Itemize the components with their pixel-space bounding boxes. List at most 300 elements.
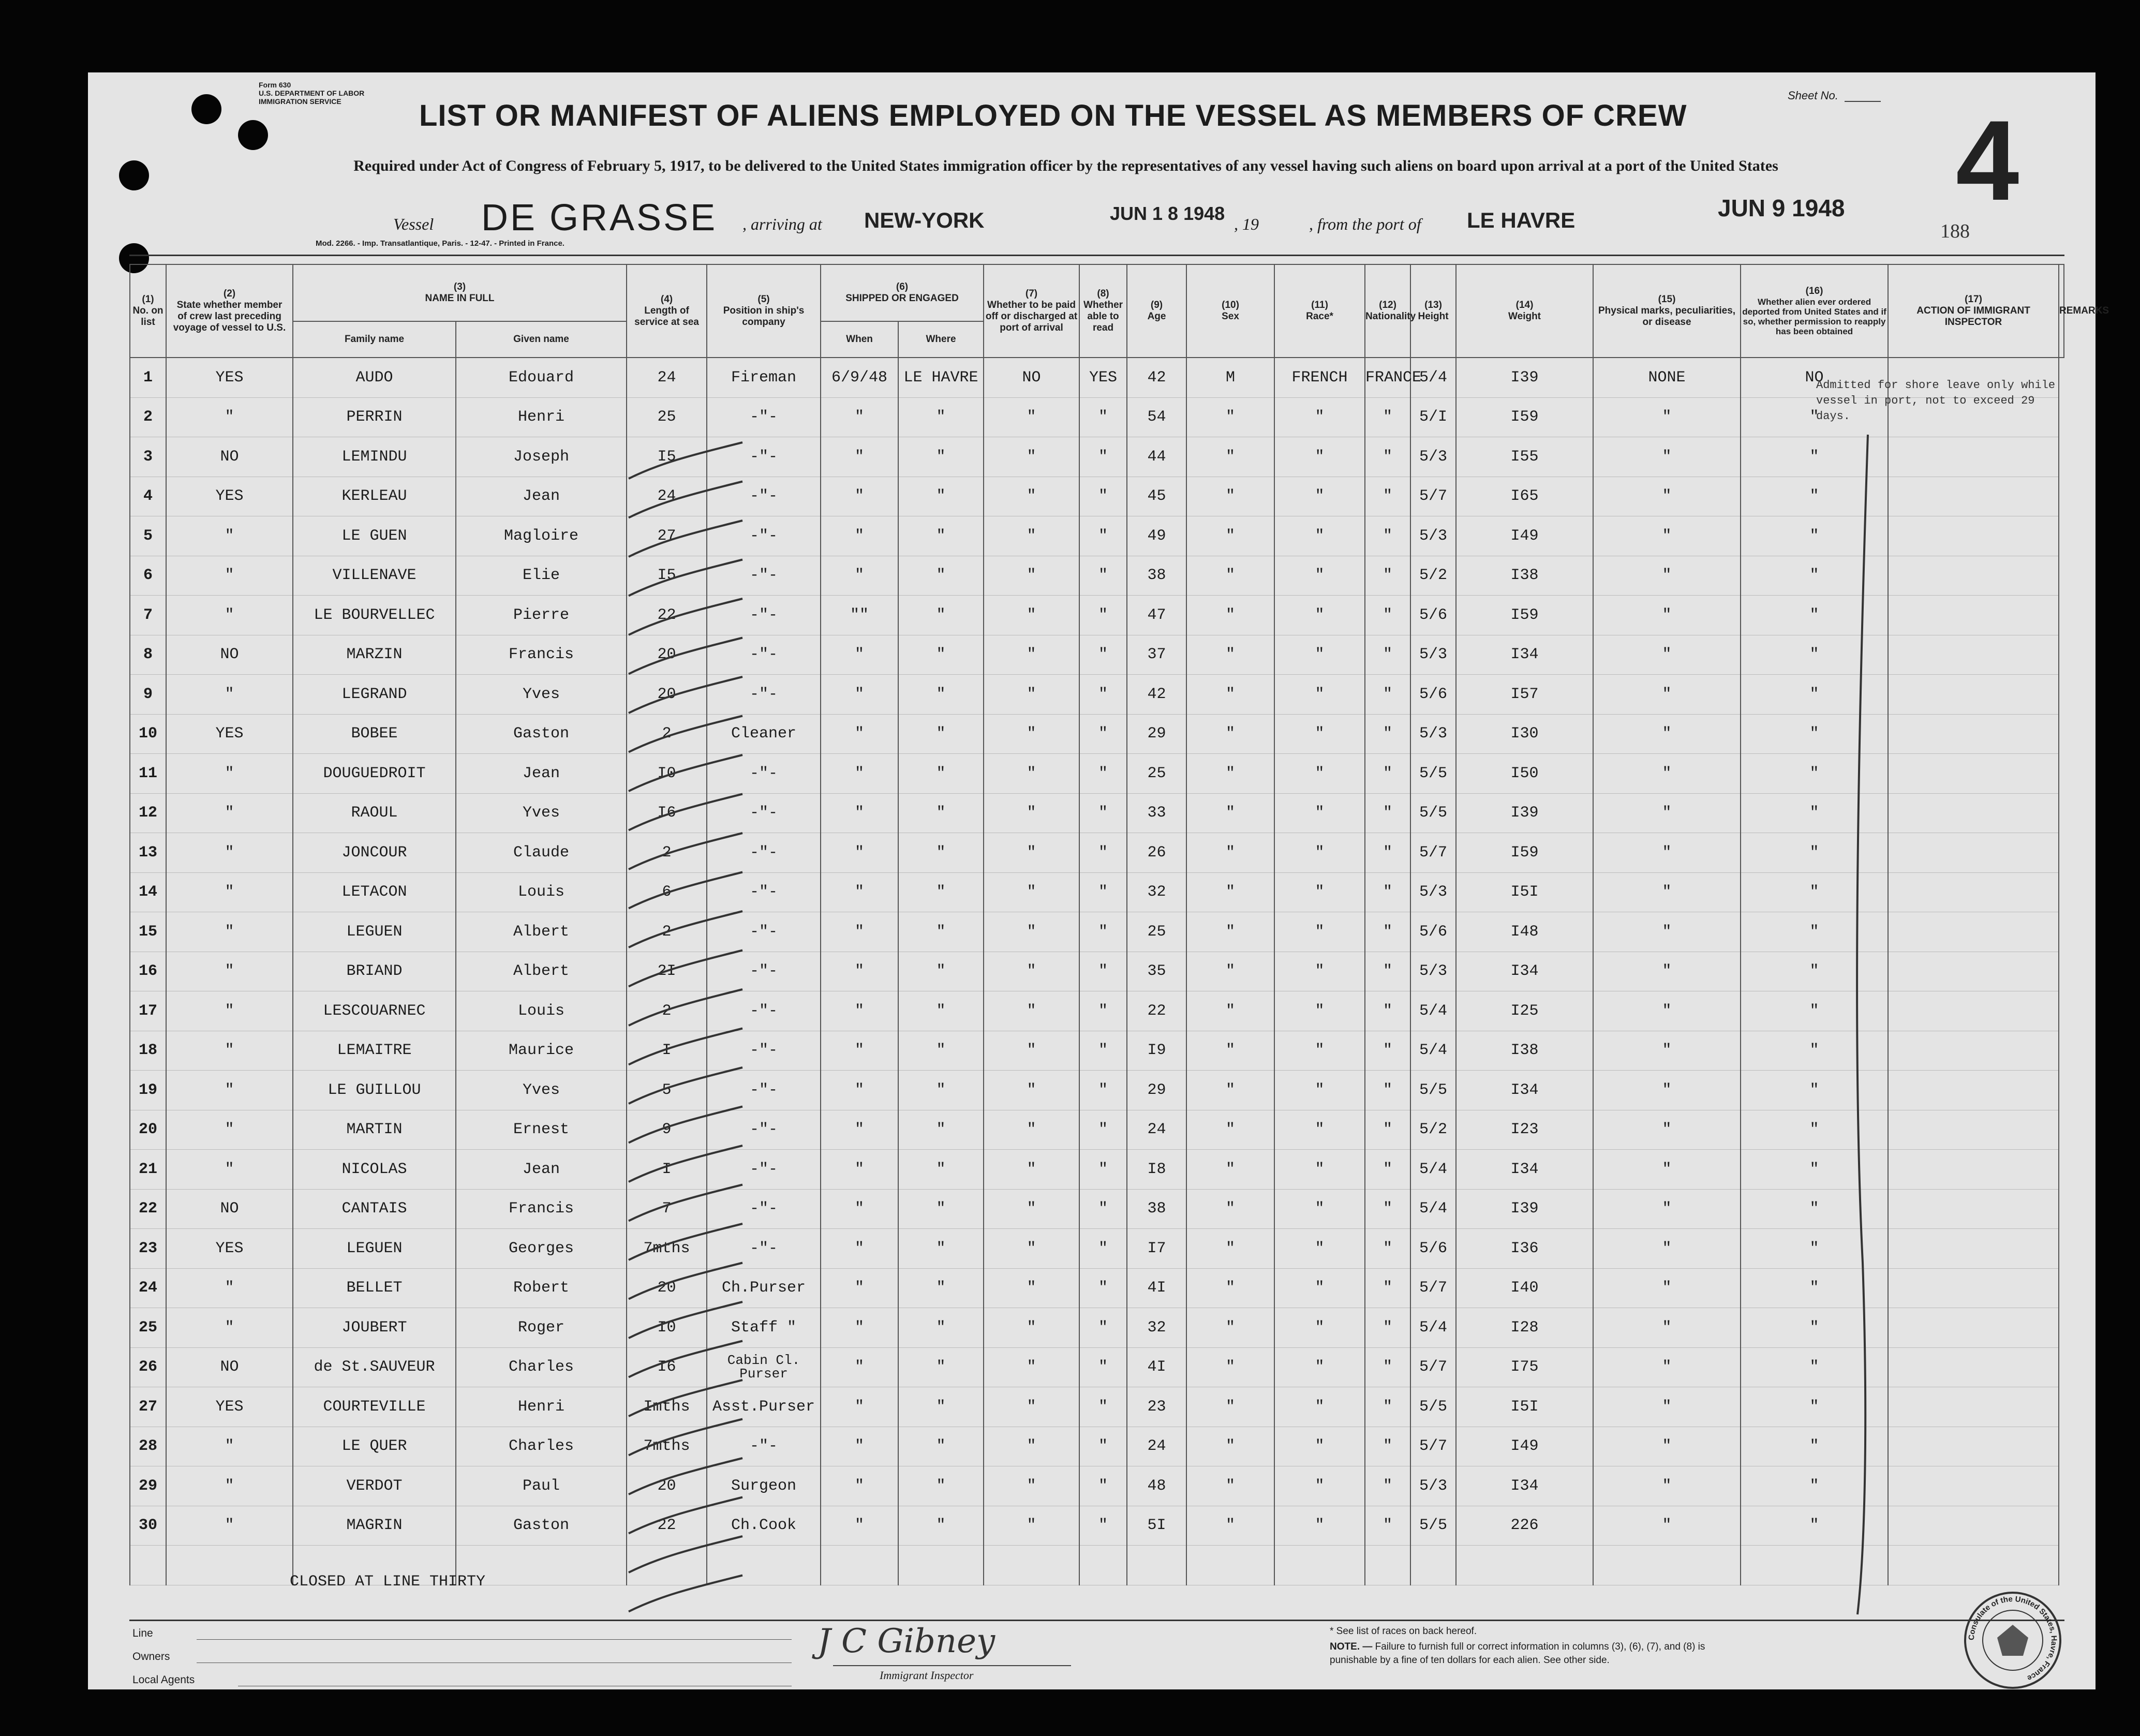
cell-length-of-service: I <box>627 1031 707 1071</box>
cell-given-name: Elie <box>456 556 627 596</box>
cell-shipped-where: " <box>898 477 984 516</box>
cell-length-of-service: 20 <box>627 675 707 715</box>
cell-physical-marks: " <box>1593 872 1741 912</box>
cell-position: -"- <box>707 675 821 715</box>
cell-height: 5/7 <box>1410 477 1456 516</box>
cell-nationality: " <box>1365 991 1410 1031</box>
check-stroke <box>629 833 742 869</box>
cell-empty <box>166 1546 293 1585</box>
crew-row <box>130 754 2064 794</box>
cell-race: " <box>1274 1268 1365 1308</box>
cell-sex: " <box>1186 912 1274 952</box>
cell-weight: I34 <box>1456 635 1593 675</box>
cell-height: 5/3 <box>1410 714 1456 754</box>
cell-empty <box>1079 1546 1127 1585</box>
cell-nationality: " <box>1365 912 1410 952</box>
col-header-physical-marks: (15) Physical marks, peculiarities, or disease <box>1593 264 1741 358</box>
cell-age: 33 <box>1127 793 1186 833</box>
cell-position: -"- <box>707 872 821 912</box>
cell-shipped-when: " <box>821 714 898 754</box>
cell-nationality: " <box>1365 675 1410 715</box>
cell-nationality: " <box>1365 1308 1410 1348</box>
cell-given-name: Ernest <box>456 1110 627 1150</box>
cell-given-name: Edouard <box>456 358 627 397</box>
cell-position: Cabin Cl. Purser <box>707 1347 821 1387</box>
cell-length-of-service: 7 <box>627 1189 707 1229</box>
cell-inspector-action <box>1888 714 2059 754</box>
cell-race: " <box>1274 596 1365 635</box>
cell-weight: I39 <box>1456 358 1593 397</box>
penalty-note <box>1330 1640 1744 1667</box>
cell-deported: " <box>1741 1268 1888 1308</box>
col-header-nationality: (12) Nationality <box>1365 264 1410 358</box>
cell-previous-voyage: " <box>166 1308 293 1348</box>
cell-given-name: Maurice <box>456 1031 627 1071</box>
cell-length-of-service: I <box>627 1150 707 1190</box>
cell-nationality: " <box>1365 1387 1410 1427</box>
sheet-number: 4 <box>1956 97 2019 224</box>
cell-sex: " <box>1186 635 1274 675</box>
cell-shipped-when: " <box>821 1110 898 1150</box>
cell-deported: " <box>1741 991 1888 1031</box>
cell-race: " <box>1274 991 1365 1031</box>
col-header-position: (5) Position in ship's company <box>707 264 821 358</box>
cell-given-name: Albert <box>456 912 627 952</box>
cell-previous-voyage: NO <box>166 1189 293 1229</box>
cell-physical-marks: " <box>1593 833 1741 873</box>
cell-nationality: FRANCE <box>1365 358 1410 397</box>
cell-height: 5/7 <box>1410 1268 1456 1308</box>
cell-nationality: " <box>1365 556 1410 596</box>
cell-race: " <box>1274 675 1365 715</box>
cell-deported: " <box>1741 516 1888 556</box>
crew-row <box>130 1229 2064 1269</box>
crew-row <box>130 1347 2064 1387</box>
cell-deported: " <box>1741 1229 1888 1269</box>
cell-nationality: " <box>1365 1031 1410 1071</box>
crew-row <box>130 1308 2064 1348</box>
cell-physical-marks: " <box>1593 1150 1741 1190</box>
cell-height: 5/6 <box>1410 675 1456 715</box>
cell-age: 38 <box>1127 1189 1186 1229</box>
cell-physical-marks: " <box>1593 596 1741 635</box>
cell-able-to-read: " <box>1079 1506 1127 1546</box>
check-stroke <box>629 599 742 635</box>
cell-row-number: 13 <box>130 833 166 873</box>
check-stroke <box>629 638 742 674</box>
cell-paid-off: " <box>984 912 1079 952</box>
cell-weight: I59 <box>1456 596 1593 635</box>
punch-hole <box>238 120 268 150</box>
cell-shipped-when: " <box>821 635 898 675</box>
cell-inspector-action <box>1888 952 2059 991</box>
crew-row <box>130 477 2064 516</box>
cell-empty <box>1186 1546 1274 1585</box>
cell-height: 5/4 <box>1410 991 1456 1031</box>
cell-paid-off: " <box>984 596 1079 635</box>
cell-age: 54 <box>1127 397 1186 437</box>
crew-row <box>130 872 2064 912</box>
cell-length-of-service: 27 <box>627 516 707 556</box>
cell-able-to-read: " <box>1079 912 1127 952</box>
cell-height: 5/I <box>1410 397 1456 437</box>
crew-row <box>130 1427 2064 1466</box>
check-stroke <box>629 1067 742 1104</box>
cell-family-name: LEGRAND <box>293 675 456 715</box>
cell-length-of-service: 9 <box>627 1110 707 1150</box>
cell-paid-off: " <box>984 833 1079 873</box>
race-note: * See list of races on back hereof. <box>1330 1626 1477 1637</box>
cell-able-to-read: " <box>1079 991 1127 1031</box>
check-stroke <box>629 1576 742 1612</box>
cell-length-of-service: I0 <box>627 1308 707 1348</box>
cell-sex: " <box>1186 477 1274 516</box>
table-header <box>130 264 2109 358</box>
cell-given-name: Francis <box>456 635 627 675</box>
cell-deported: " <box>1741 397 1888 437</box>
cell-inspector-action <box>1888 1308 2059 1348</box>
cell-able-to-read: " <box>1079 1466 1127 1506</box>
cell-sex: " <box>1186 1466 1274 1506</box>
cell-shipped-where: " <box>898 793 984 833</box>
cell-able-to-read: " <box>1079 1308 1127 1348</box>
cell-race: " <box>1274 714 1365 754</box>
crew-row <box>130 1031 2064 1071</box>
cell-family-name: MARZIN <box>293 635 456 675</box>
cell-race: FRENCH <box>1274 358 1365 397</box>
cell-nationality: " <box>1365 1229 1410 1269</box>
cell-height: 5/3 <box>1410 437 1456 477</box>
cell-age: 4I <box>1127 1268 1186 1308</box>
cell-shipped-where: " <box>898 1506 984 1546</box>
cell-weight: I34 <box>1456 1466 1593 1506</box>
cell-length-of-service: I5 <box>627 437 707 477</box>
cell-family-name: LE BOURVELLEC <box>293 596 456 635</box>
cell-age: 32 <box>1127 1308 1186 1348</box>
check-stroke <box>629 1341 742 1377</box>
cell-shipped-where: " <box>898 1308 984 1348</box>
cell-position: -"- <box>707 516 821 556</box>
cell-weight: I38 <box>1456 556 1593 596</box>
cell-physical-marks: " <box>1593 714 1741 754</box>
cell-row-number: 12 <box>130 793 166 833</box>
cell-shipped-when: " <box>821 1071 898 1110</box>
cell-shipped-where: " <box>898 1031 984 1071</box>
signature-rule <box>833 1665 1071 1666</box>
cell-shipped-when: "" <box>821 596 898 635</box>
cell-race: " <box>1274 833 1365 873</box>
cell-able-to-read: " <box>1079 397 1127 437</box>
check-stroke <box>629 1029 742 1065</box>
check-stroke <box>629 560 742 596</box>
cell-nationality: " <box>1365 1071 1410 1110</box>
cell-given-name: Jean <box>456 477 627 516</box>
cell-shipped-when: " <box>821 1466 898 1506</box>
cell-family-name: LEMAITRE <box>293 1031 456 1071</box>
cell-length-of-service: 22 <box>627 1506 707 1546</box>
cell-age: 25 <box>1127 912 1186 952</box>
cell-inspector-action <box>1888 833 2059 873</box>
cell-nationality: " <box>1365 1150 1410 1190</box>
cell-physical-marks: " <box>1593 1031 1741 1071</box>
check-stroke <box>629 989 742 1026</box>
check-stroke <box>629 911 742 947</box>
check-stroke <box>629 1185 742 1221</box>
cell-given-name: Georges <box>456 1229 627 1269</box>
punch-hole <box>119 160 149 190</box>
cell-inspector-action <box>1888 1506 2059 1546</box>
cell-physical-marks: " <box>1593 1427 1741 1466</box>
date-stamp: JUN 1 8 1948 <box>1110 203 1225 224</box>
cell-shipped-when: " <box>821 1031 898 1071</box>
cell-age: I9 <box>1127 1031 1186 1071</box>
cell-family-name: BRIAND <box>293 952 456 991</box>
cell-able-to-read: " <box>1079 1071 1127 1110</box>
cell-previous-voyage: YES <box>166 358 293 397</box>
cell-physical-marks: " <box>1593 516 1741 556</box>
cell-deported: " <box>1741 793 1888 833</box>
consulate-seal <box>1961 1589 2064 1692</box>
cell-nationality: " <box>1365 754 1410 794</box>
cell-height: 5/5 <box>1410 793 1456 833</box>
cell-previous-voyage: " <box>166 991 293 1031</box>
cell-nationality: " <box>1365 1189 1410 1229</box>
cell-physical-marks: " <box>1593 1387 1741 1427</box>
cell-paid-off: " <box>984 516 1079 556</box>
cell-position: -"- <box>707 912 821 952</box>
cell-row-number: 11 <box>130 754 166 794</box>
cell-able-to-read: " <box>1079 675 1127 715</box>
cell-given-name: Jean <box>456 754 627 794</box>
cell-family-name: LEMINDU <box>293 437 456 477</box>
cell-deported: " <box>1741 1387 1888 1427</box>
footer-agents-label: Local Agents <box>132 1674 195 1686</box>
crew-row <box>130 437 2064 477</box>
cell-row-number: 25 <box>130 1308 166 1348</box>
cell-age: 24 <box>1127 1110 1186 1150</box>
cell-row-number: 6 <box>130 556 166 596</box>
cell-race: " <box>1274 397 1365 437</box>
cell-physical-marks: " <box>1593 437 1741 477</box>
cell-shipped-when: " <box>821 952 898 991</box>
cell-weight: I25 <box>1456 991 1593 1031</box>
cell-previous-voyage: NO <box>166 1347 293 1387</box>
cell-sex: " <box>1186 1387 1274 1427</box>
cell-nationality: " <box>1365 437 1410 477</box>
footer-rule <box>129 1620 2064 1621</box>
cell-nationality: " <box>1365 1506 1410 1546</box>
cell-row-number: 2 <box>130 397 166 437</box>
cell-height: 5/4 <box>1410 1189 1456 1229</box>
penalty-note-label: NOTE. — <box>1330 1641 1373 1652</box>
cell-physical-marks: " <box>1593 477 1741 516</box>
cell-paid-off: " <box>984 952 1079 991</box>
cell-weight: I39 <box>1456 793 1593 833</box>
cell-paid-off: " <box>984 1150 1079 1190</box>
cell-inspector-action <box>1888 1150 2059 1190</box>
cell-age: 42 <box>1127 675 1186 715</box>
cell-weight: 226 <box>1456 1506 1593 1546</box>
cell-age: I8 <box>1127 1150 1186 1190</box>
cell-family-name: AUDO <box>293 358 456 397</box>
crew-row <box>130 1387 2064 1427</box>
cell-shipped-when: " <box>821 912 898 952</box>
cell-deported: " <box>1741 1466 1888 1506</box>
cell-length-of-service: 2I <box>627 952 707 991</box>
cell-race: " <box>1274 952 1365 991</box>
cell-inspector-action <box>1888 754 2059 794</box>
cell-paid-off: " <box>984 1110 1079 1150</box>
cell-shipped-when: " <box>821 1268 898 1308</box>
cell-deported: " <box>1741 754 1888 794</box>
cell-given-name: Robert <box>456 1268 627 1308</box>
cell-family-name: LE QUER <box>293 1427 456 1466</box>
cell-row-number: 7 <box>130 596 166 635</box>
col-header-when: When <box>821 321 898 358</box>
cell-empty <box>1456 1546 1593 1585</box>
cell-height: 5/3 <box>1410 635 1456 675</box>
cell-sex: " <box>1186 991 1274 1031</box>
cell-sex: " <box>1186 1427 1274 1466</box>
from-port-label: , from the port of <box>1309 215 1421 233</box>
cell-able-to-read: YES <box>1079 358 1127 397</box>
cell-sex: " <box>1186 833 1274 873</box>
check-stroke <box>629 1380 742 1416</box>
col-header-age: (9) Age <box>1127 264 1186 358</box>
cell-position: Ch.Cook <box>707 1506 821 1546</box>
check-stroke <box>629 1419 742 1456</box>
cell-position: -"- <box>707 1110 821 1150</box>
cell-inspector-action <box>1888 675 2059 715</box>
cell-previous-voyage: " <box>166 912 293 952</box>
cell-shipped-where: " <box>898 1387 984 1427</box>
cell-given-name: Roger <box>456 1308 627 1348</box>
cell-deported: " <box>1741 1189 1888 1229</box>
cell-shipped-when: " <box>821 477 898 516</box>
cell-age: 29 <box>1127 1071 1186 1110</box>
cell-sex: " <box>1186 952 1274 991</box>
cell-row-number: 21 <box>130 1150 166 1190</box>
cell-length-of-service: I0 <box>627 754 707 794</box>
cell-able-to-read: " <box>1079 1031 1127 1071</box>
cell-paid-off: " <box>984 1387 1079 1427</box>
cell-previous-voyage: " <box>166 1268 293 1308</box>
cell-weight: I36 <box>1456 1229 1593 1269</box>
cell-given-name: Yves <box>456 675 627 715</box>
cell-inspector-action <box>1888 872 2059 912</box>
cell-previous-voyage: " <box>166 1071 293 1110</box>
cell-length-of-service: 7mths <box>627 1229 707 1269</box>
cell-deported: " <box>1741 635 1888 675</box>
cell-length-of-service: 5 <box>627 1071 707 1110</box>
check-stroke <box>629 1536 742 1572</box>
cell-age: 22 <box>1127 991 1186 1031</box>
cell-family-name: LEGUEN <box>293 1229 456 1269</box>
cell-sex: " <box>1186 872 1274 912</box>
cell-nationality: " <box>1365 596 1410 635</box>
cell-inspector-action <box>1888 1387 2059 1427</box>
cell-able-to-read: " <box>1079 556 1127 596</box>
crew-row <box>130 1268 2064 1308</box>
cell-shipped-where: " <box>898 714 984 754</box>
cell-able-to-read: " <box>1079 714 1127 754</box>
cell-inspector-action <box>1888 516 2059 556</box>
cell-family-name: DOUGUEDROIT <box>293 754 456 794</box>
form-service: IMMIGRATION SERVICE <box>259 97 341 106</box>
footer-owners-label: Owners <box>132 1651 170 1663</box>
cell-given-name: Henri <box>456 397 627 437</box>
crew-row <box>130 516 2064 556</box>
cell-deported: " <box>1741 1347 1888 1387</box>
cell-empty <box>821 1546 898 1585</box>
inspector-label: Immigrant Inspector <box>880 1669 974 1682</box>
cell-shipped-where: " <box>898 675 984 715</box>
cell-height: 5/5 <box>1410 1387 1456 1427</box>
cell-height: 5/4 <box>1410 1031 1456 1071</box>
cell-age: 23 <box>1127 1387 1186 1427</box>
cell-paid-off: " <box>984 1189 1079 1229</box>
cell-shipped-where: " <box>898 872 984 912</box>
cell-shipped-where: " <box>898 991 984 1031</box>
cell-weight: I59 <box>1456 397 1593 437</box>
cell-weight: I28 <box>1456 1308 1593 1348</box>
cell-sex: " <box>1186 1268 1274 1308</box>
col-header-previous-voyage: (2) State whether member of crew last preceding voyage of vessel to U.S. <box>166 264 293 358</box>
cell-paid-off: " <box>984 1308 1079 1348</box>
cell-shipped-where: " <box>898 952 984 991</box>
check-stroke <box>629 1146 742 1182</box>
cell-age: 4I <box>1127 1347 1186 1387</box>
cell-previous-voyage: " <box>166 1506 293 1546</box>
check-stroke <box>629 521 742 557</box>
cell-age: 49 <box>1127 516 1186 556</box>
cell-shipped-when: " <box>821 437 898 477</box>
cell-physical-marks: " <box>1593 1189 1741 1229</box>
cell-given-name: Jean <box>456 1150 627 1190</box>
cell-deported: " <box>1741 1031 1888 1071</box>
cell-inspector-action <box>1888 1071 2059 1110</box>
cell-shipped-where: " <box>898 1150 984 1190</box>
col-header-weight: (14) Weight <box>1456 264 1593 358</box>
cell-height: 5/4 <box>1410 358 1456 397</box>
cell-inspector-action <box>1888 1110 2059 1150</box>
crew-row <box>130 833 2064 873</box>
cell-position: Surgeon <box>707 1466 821 1506</box>
cell-empty <box>1127 1546 1186 1585</box>
cell-race: " <box>1274 516 1365 556</box>
cell-paid-off: " <box>984 1229 1079 1269</box>
manifest-sheet <box>88 72 2109 1689</box>
cell-family-name: COURTEVILLE <box>293 1387 456 1427</box>
cell-inspector-action <box>1888 556 2059 596</box>
cell-previous-voyage: YES <box>166 1229 293 1269</box>
cell-deported: " <box>1741 872 1888 912</box>
cell-length-of-service: 6 <box>627 872 707 912</box>
cell-family-name: RAOUL <box>293 793 456 833</box>
cell-row-number: 5 <box>130 516 166 556</box>
cell-able-to-read: " <box>1079 1189 1127 1229</box>
col-header-remarks: REMARKS <box>2059 264 2064 358</box>
cell-previous-voyage: " <box>166 833 293 873</box>
cell-row-number: 4 <box>130 477 166 516</box>
printer-line: Mod. 2266. - Imp. Transatlantique, Paris. - 12-47. - Printed in France. <box>316 239 564 248</box>
year-label: , 19 <box>1234 215 1259 233</box>
cell-deported: " <box>1741 912 1888 952</box>
cell-shipped-where: " <box>898 1268 984 1308</box>
cell-given-name: Henri <box>456 1387 627 1427</box>
cell-row-number: 3 <box>130 437 166 477</box>
cell-given-name: Gaston <box>456 714 627 754</box>
